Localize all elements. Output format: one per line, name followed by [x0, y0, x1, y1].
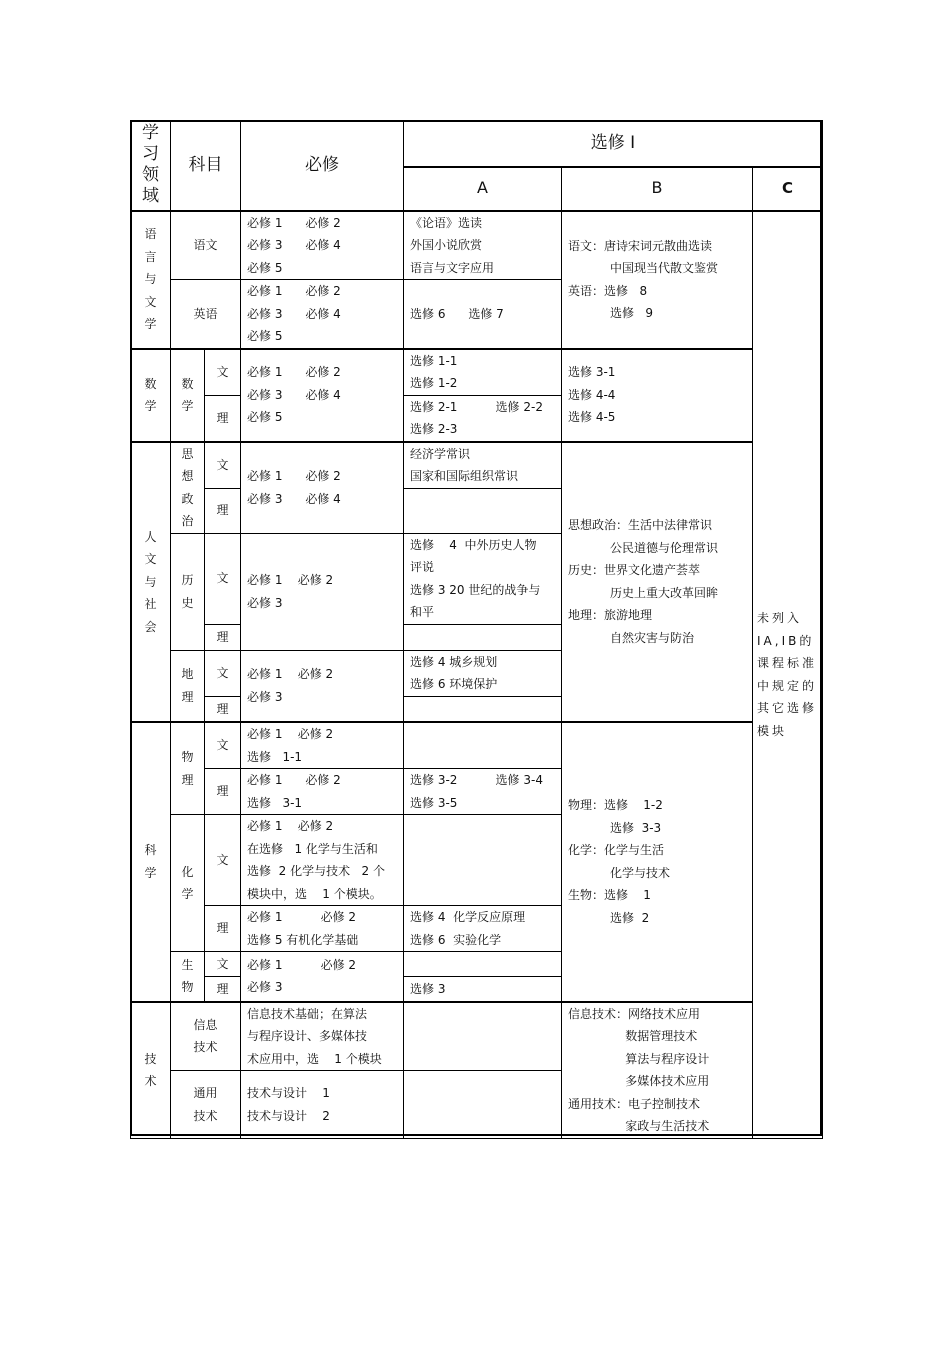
chinese-required: 必修 1 必修 2 必修 3 必修 4 必修 5	[241, 211, 404, 280]
subject-geography: 地理	[171, 650, 205, 722]
politics-li-label: 理	[205, 488, 241, 533]
general-tech-elective-a	[404, 1071, 562, 1139]
biology-required: 必修 1 必修 2 必修 3	[241, 952, 404, 1002]
physics-elective-a-wen	[404, 722, 562, 769]
history-li-label: 理	[205, 624, 241, 650]
politics-elective-a-li	[404, 488, 562, 533]
technology-elective-b: 信息技术：网络技术应用 数据管理技术 算法与程序设计 多媒体技术应用 通用技术：电子控制技术 家政与生活技术	[562, 1002, 753, 1139]
physics-elective-a-li: 选修 3-2 选修 3-4 选修 3-5	[404, 769, 562, 815]
english-required: 必修 1 必修 2 必修 3 必修 4 必修 5	[241, 280, 404, 349]
chemistry-elective-a-wen	[404, 815, 562, 906]
general-tech-required: 技术与设计 1 技术与设计 2	[241, 1071, 404, 1139]
chemistry-li-label: 理	[205, 906, 241, 952]
chinese-elective-a: 《论语》选读 外国小说欣赏 语言与文字应用	[404, 211, 562, 280]
subject-chemistry: 化学	[171, 815, 205, 952]
subject-math: 数学	[171, 349, 205, 442]
chemistry-wen-label: 文	[205, 815, 241, 906]
subject-general-tech: 通用技术	[171, 1071, 241, 1139]
geography-required: 必修 1 必修 2 必修 3	[241, 650, 404, 722]
domain-science: 科学	[131, 722, 171, 1002]
biology-elective-a-li: 选修 3	[404, 977, 562, 1002]
subject-history: 历史	[171, 533, 205, 650]
header-col-a: A	[404, 167, 562, 211]
header-col-c: C	[753, 167, 823, 211]
subject-politics: 思想政治	[171, 442, 205, 534]
physics-required-wen: 必修 1 必修 2 选修 1-1	[241, 722, 404, 769]
geography-elective-a-wen: 选修 4 城乡规划 选修 6 环境保护	[404, 650, 562, 696]
history-required: 必修 1 必修 2 必修 3	[241, 533, 404, 650]
domain-language: 语言与文学	[131, 211, 171, 349]
subject-english: 英语	[171, 280, 241, 349]
it-required: 信息技术基础；在算法 与程序设计、多媒体技 术应用中，选 1 个模块	[241, 1002, 404, 1071]
geography-wen-label: 文	[205, 650, 241, 696]
language-elective-b: 语文：唐诗宋词元散曲选读 中国现当代散文鉴赏 英语：选修 8 选修 9	[562, 211, 753, 349]
biology-elective-a-wen	[404, 952, 562, 977]
politics-elective-a-wen: 经济学常识 国家和国际组织常识	[404, 442, 562, 489]
chemistry-required-wen: 必修 1 必修 2 在选修 1 化学与生活和 选修 2 化学与技术 2 个 模块中，选 1 个模块。	[241, 815, 404, 906]
it-elective-a	[404, 1002, 562, 1071]
math-elective-a-li: 选修 2-1 选修 2-2 选修 2-3	[404, 395, 562, 442]
geography-elective-a-li	[404, 696, 562, 722]
curriculum-table-wrapper	[130, 120, 822, 1139]
math-li-label: 理	[205, 395, 241, 442]
header-elective: 选修 I	[404, 121, 823, 167]
header-required: 必修	[241, 121, 404, 211]
math-wen-label: 文	[205, 349, 241, 396]
subject-it: 信息技术	[171, 1002, 241, 1071]
politics-required: 必修 1 必修 2 必修 3 必修 4	[241, 442, 404, 534]
curriculum-table	[130, 120, 823, 1139]
biology-wen-label: 文	[205, 952, 241, 977]
humanities-elective-b: 思想政治：生活中法律常识 公民道德与伦理常识 历史：世界文化遗产荟萃 历史上重大改革回眸 地理：旅游地理 自然灾害与防治	[562, 442, 753, 723]
history-elective-a-li	[404, 624, 562, 650]
header-col-b: B	[562, 167, 753, 211]
math-elective-a-wen: 选修 1-1 选修 1-2	[404, 349, 562, 396]
header-subject: 科目	[171, 121, 241, 211]
domain-technology: 技术	[131, 1002, 171, 1139]
header-domain: 学习领域	[131, 121, 171, 211]
math-elective-b: 选修 3-1 选修 4-4 选修 4-5	[562, 349, 753, 442]
physics-required-li: 必修 1 必修 2 选修 3-1	[241, 769, 404, 815]
domain-humanities: 人文与社会	[131, 442, 171, 723]
math-required: 必修 1 必修 2 必修 3 必修 4 必修 5	[241, 349, 404, 442]
science-elective-b: 物理：选修 1-2 选修 3-3 化学：化学与生活 化学与技术 生物：选修 1 选修 2	[562, 722, 753, 1002]
subject-physics: 物理	[171, 722, 205, 815]
politics-wen-label: 文	[205, 442, 241, 489]
subject-chinese: 语文	[171, 211, 241, 280]
geography-li-label: 理	[205, 696, 241, 722]
domain-math: 数学	[131, 349, 171, 442]
physics-li-label: 理	[205, 769, 241, 815]
subject-biology: 生物	[171, 952, 205, 1002]
biology-li-label: 理	[205, 977, 241, 1002]
physics-wen-label: 文	[205, 722, 241, 769]
chemistry-required-li: 必修 1 必修 2 选修 5 有机化学基础	[241, 906, 404, 952]
history-elective-a-wen: 选修 4 中外历史人物 评说 选修 3 20 世纪的战争与 和平	[404, 533, 562, 624]
english-elective-a: 选修 6 选修 7	[404, 280, 562, 349]
history-wen-label: 文	[205, 533, 241, 624]
elective-c-note: 未列入ⅠA,ⅠB的课程标准中规定的其它选修模块	[753, 211, 823, 1139]
chemistry-elective-a-li: 选修 4 化学反应原理 选修 6 实验化学	[404, 906, 562, 952]
